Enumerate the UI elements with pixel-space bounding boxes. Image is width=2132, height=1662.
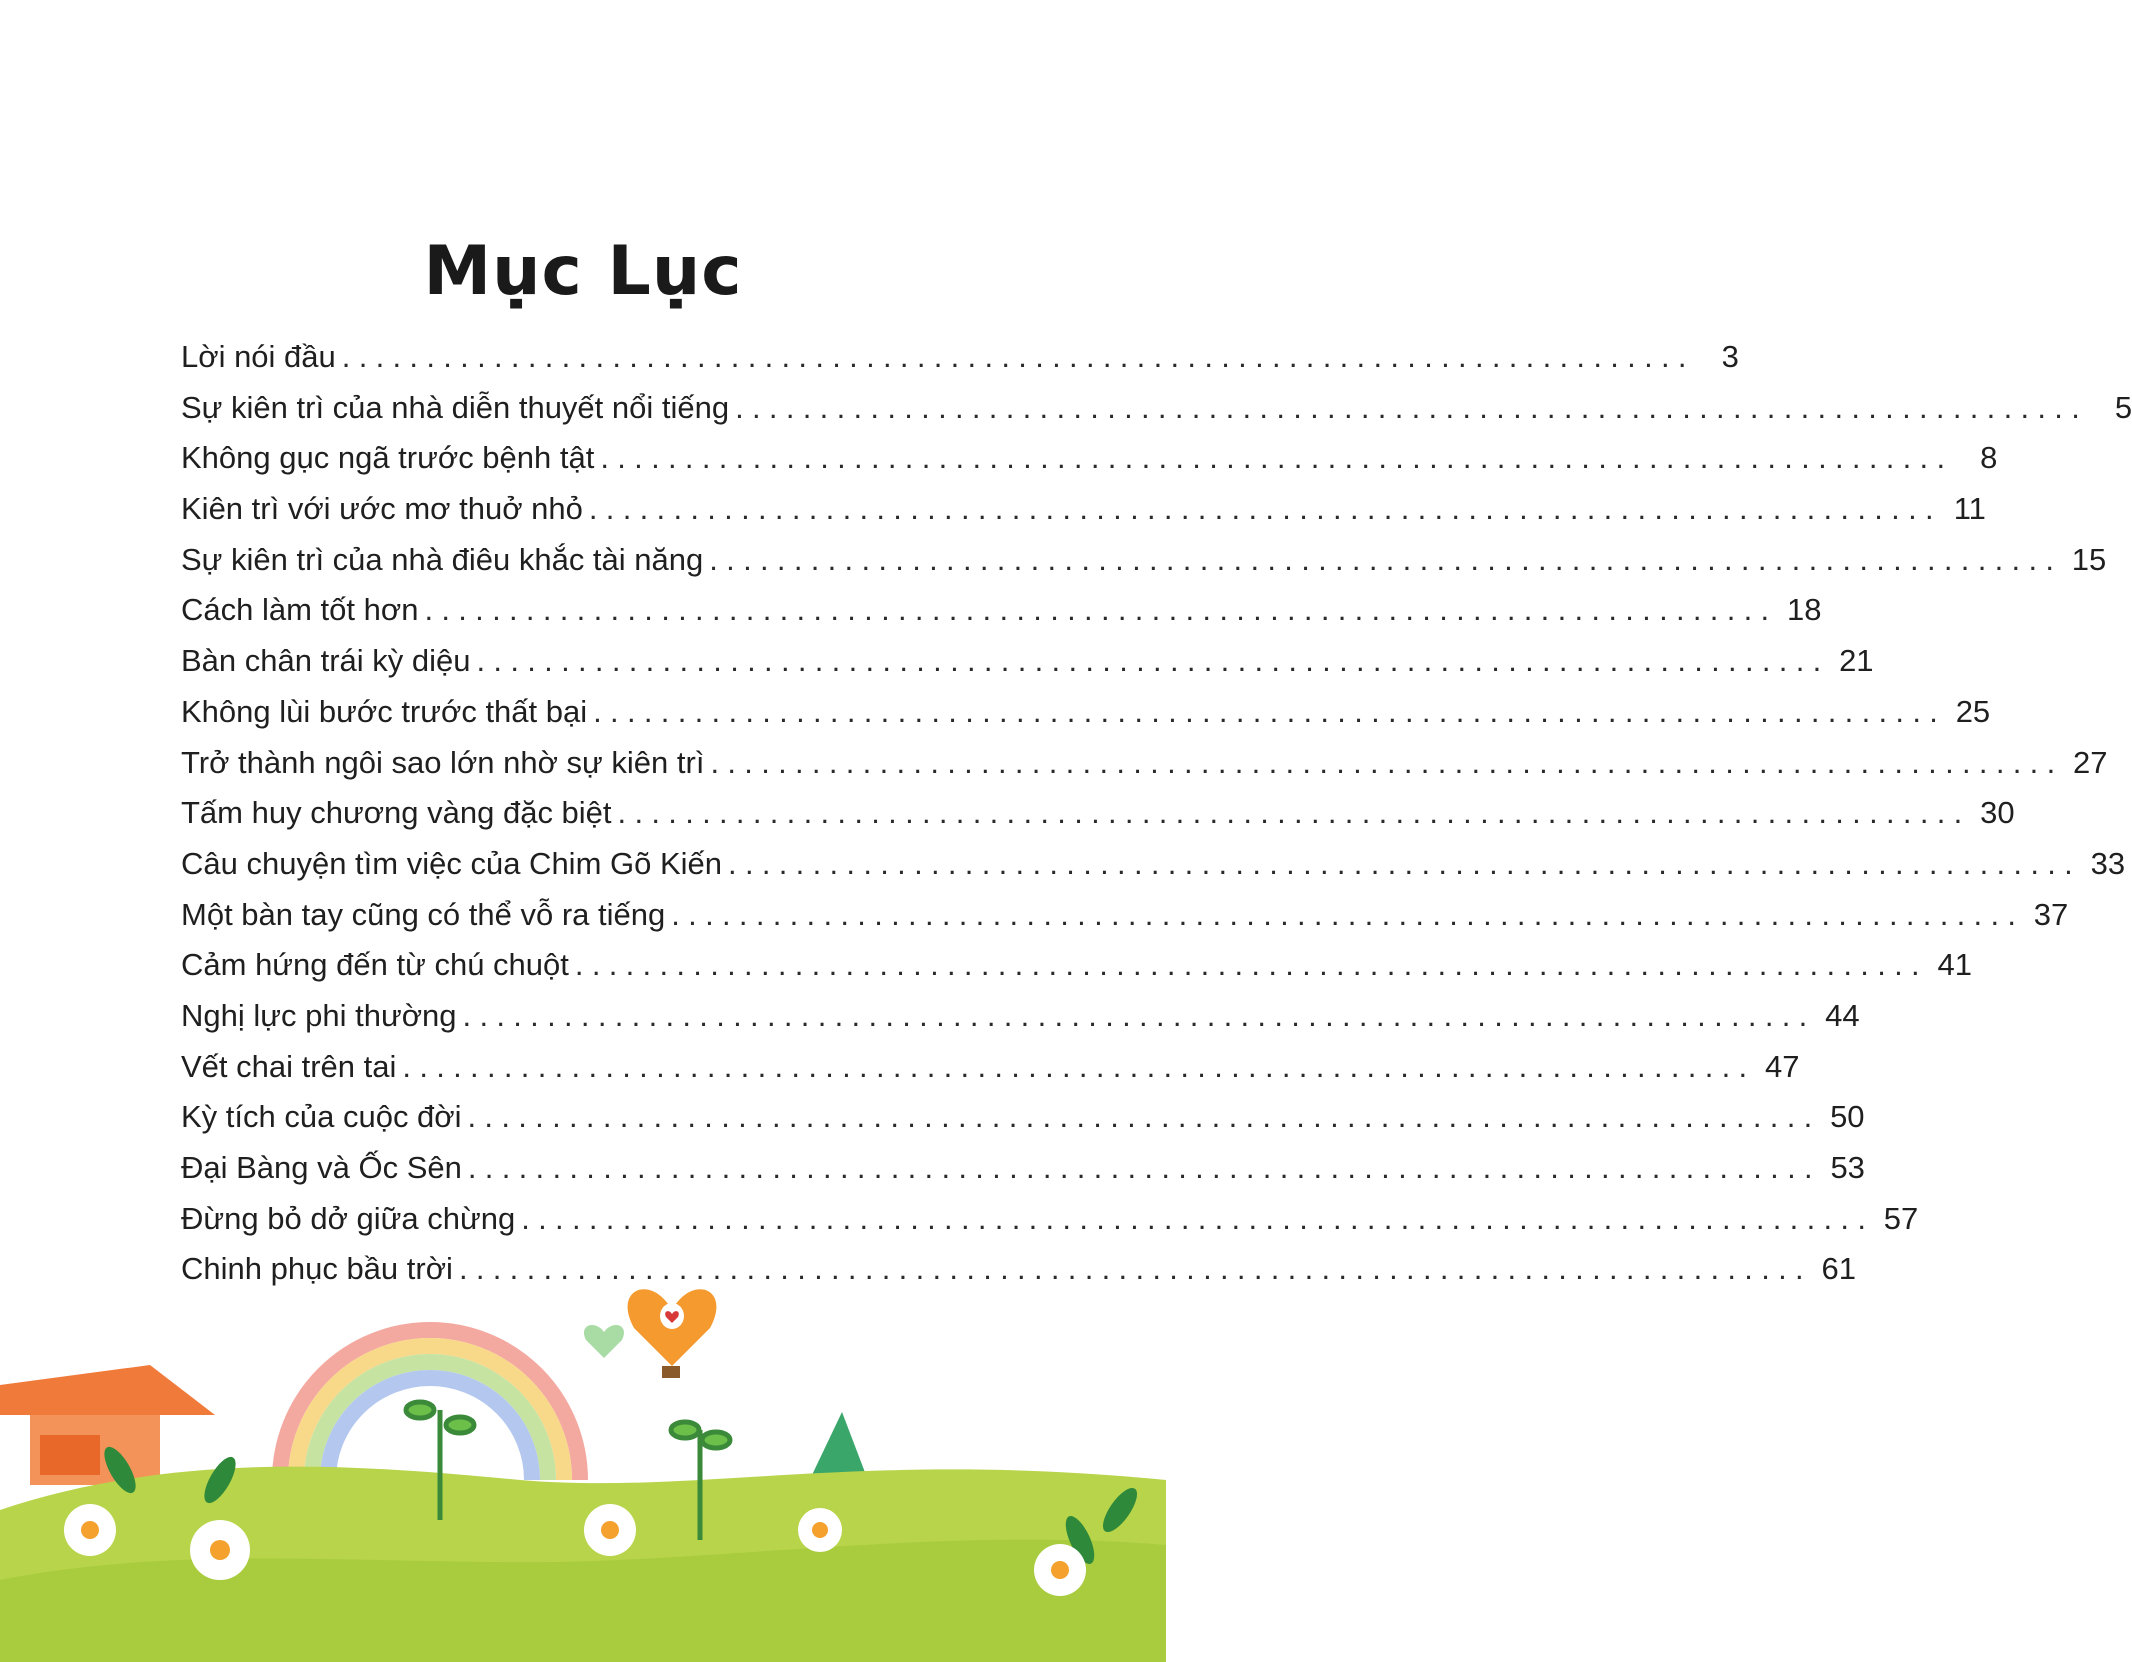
toc-entry-title: Lời nói đầu: [181, 339, 336, 374]
toc-entry-title: Sự kiên trì của nhà điêu khắc tài năng: [181, 541, 704, 577]
heart-icon: [584, 1325, 624, 1358]
toc-entry: [181, 738, 2108, 789]
toc-leader-dots: ................................................................................: [467, 1099, 1821, 1135]
toc-entry-title: Sự kiên trì của nhà diễn thuyết nổi tiếng: [181, 389, 730, 425]
toc-entry: [181, 636, 1874, 687]
toc-entry-title: Bàn chân trái kỳ diệu: [181, 643, 471, 679]
toc-leader-dots: ................................................................................: [710, 744, 2064, 780]
toc-entry-page: 15: [2071, 541, 2107, 577]
toc-entry-title: Cách làm tốt hơn: [181, 592, 419, 628]
toc-entry: [181, 1194, 1919, 1245]
toc-entry-page: 53: [1830, 1150, 1865, 1185]
toc-entry-page: 30: [1980, 795, 2015, 831]
toc-entry: [181, 484, 1986, 535]
toc-entry-page: 37: [2033, 896, 2069, 932]
toc-leader-dots: ................................................................................: [671, 896, 2025, 932]
toc-entry-title: Cảm hứng đến từ chú chuột: [181, 947, 569, 983]
toc-leader-dots: ................................................................................: [617, 795, 1971, 831]
toc-leader-dots: ................................................................................: [467, 1150, 1821, 1185]
toc-leader-dots: ................................................................................: [521, 1200, 1875, 1236]
toc-entry-page: 41: [1937, 947, 1972, 983]
page-title: Mục Lục: [423, 231, 743, 311]
toc-entry: [181, 839, 2126, 890]
toc-entry-title: Đại Bàng và Ốc Sên: [181, 1150, 462, 1185]
toc-leader-dots: ................................................................................: [402, 1048, 1756, 1084]
toc-entry-title: Kiên trì với ước mơ thuở nhỏ: [181, 491, 583, 527]
toc-entry: [181, 1042, 1800, 1093]
toc-entry-title: Không gục ngã trước bệnh tật: [181, 440, 595, 476]
toc-leader-dots: ................................................................................: [709, 541, 2063, 577]
toc-entry-title: Vết chai trên tai: [181, 1048, 397, 1084]
toc-entry-page: 21: [1839, 643, 1874, 679]
toc-entry: [181, 585, 1822, 636]
toc-leader-dots: ................................................................................: [600, 440, 1954, 476]
toc-entry-page: 50: [1830, 1099, 1865, 1135]
toc-entry: [181, 383, 2132, 434]
toc-entry-title: Trở thành ngôi sao lớn nhờ sự kiên trì: [181, 744, 705, 780]
toc-entry: [181, 940, 1972, 991]
toc-entry-title: Kỳ tích của cuộc đời: [181, 1099, 462, 1135]
toc-entry-title: Chinh phục bầu trời: [181, 1251, 453, 1287]
toc-entry: [181, 991, 1860, 1042]
table-of-contents: [181, 332, 2132, 1295]
toc-leader-dots: ................................................................................: [462, 997, 1816, 1033]
toc-leader-dots: ................................................................................: [728, 845, 2082, 881]
toc-entry-page: 5: [2114, 389, 2132, 425]
toc-entry-page: 25: [1955, 693, 1991, 729]
landscape-illustration: [0, 1280, 1166, 1662]
toc-leader-dots: ................................................................................: [593, 693, 1947, 729]
toc-entry: [181, 332, 1739, 383]
toc-leader-dots: ................................................................................: [735, 389, 2089, 425]
toc-entry-title: Không lùi bước trước thất bại: [181, 693, 588, 729]
toc-entry-title: Đừng bỏ dở giữa chừng: [181, 1200, 516, 1236]
toc-entry-page: 3: [1721, 339, 1739, 374]
toc-entry: [181, 1092, 1865, 1143]
toc-entry-page: 11: [1953, 491, 1986, 527]
toc-entry-title: Một bàn tay cũng có thể vỗ ra tiếng: [181, 896, 666, 932]
toc-entry-page: 33: [2090, 845, 2126, 881]
toc-entry-title: Câu chuyện tìm việc của Chim Gõ Kiến: [181, 845, 723, 881]
toc-entry-page: 18: [1786, 592, 1822, 628]
toc-entry-page: 57: [1883, 1200, 1919, 1236]
toc-leader-dots: ................................................................................: [588, 491, 1942, 527]
toc-leader-dots: ................................................................................: [476, 643, 1830, 679]
toc-entry: [181, 1143, 1865, 1194]
toc-entry-page: 8: [1980, 440, 1998, 476]
toc-leader-dots: ................................................................................: [574, 947, 1928, 983]
toc-entry-page: 61: [1821, 1251, 1856, 1287]
toc-leader-dots: ................................................................................: [341, 339, 1695, 374]
toc-entry-page: 44: [1825, 997, 1860, 1033]
toc-entry: [181, 890, 2069, 941]
toc-entry-title: Tấm huy chương vàng đặc biệt: [181, 795, 612, 831]
toc-entry: [181, 788, 2015, 839]
toc-entry: [181, 535, 2107, 586]
toc-entry-title: Nghị lực phi thường: [181, 997, 457, 1033]
toc-entry-page: 47: [1764, 1048, 1800, 1084]
toc-entry-page: 27: [2073, 744, 2108, 780]
toc-leader-dots: ................................................................................: [424, 592, 1778, 628]
toc-leader-dots: ................................................................................: [458, 1251, 1812, 1287]
toc-entry: [181, 687, 1991, 738]
balloon-icon: [628, 1289, 717, 1378]
toc-entry: [181, 433, 1998, 484]
